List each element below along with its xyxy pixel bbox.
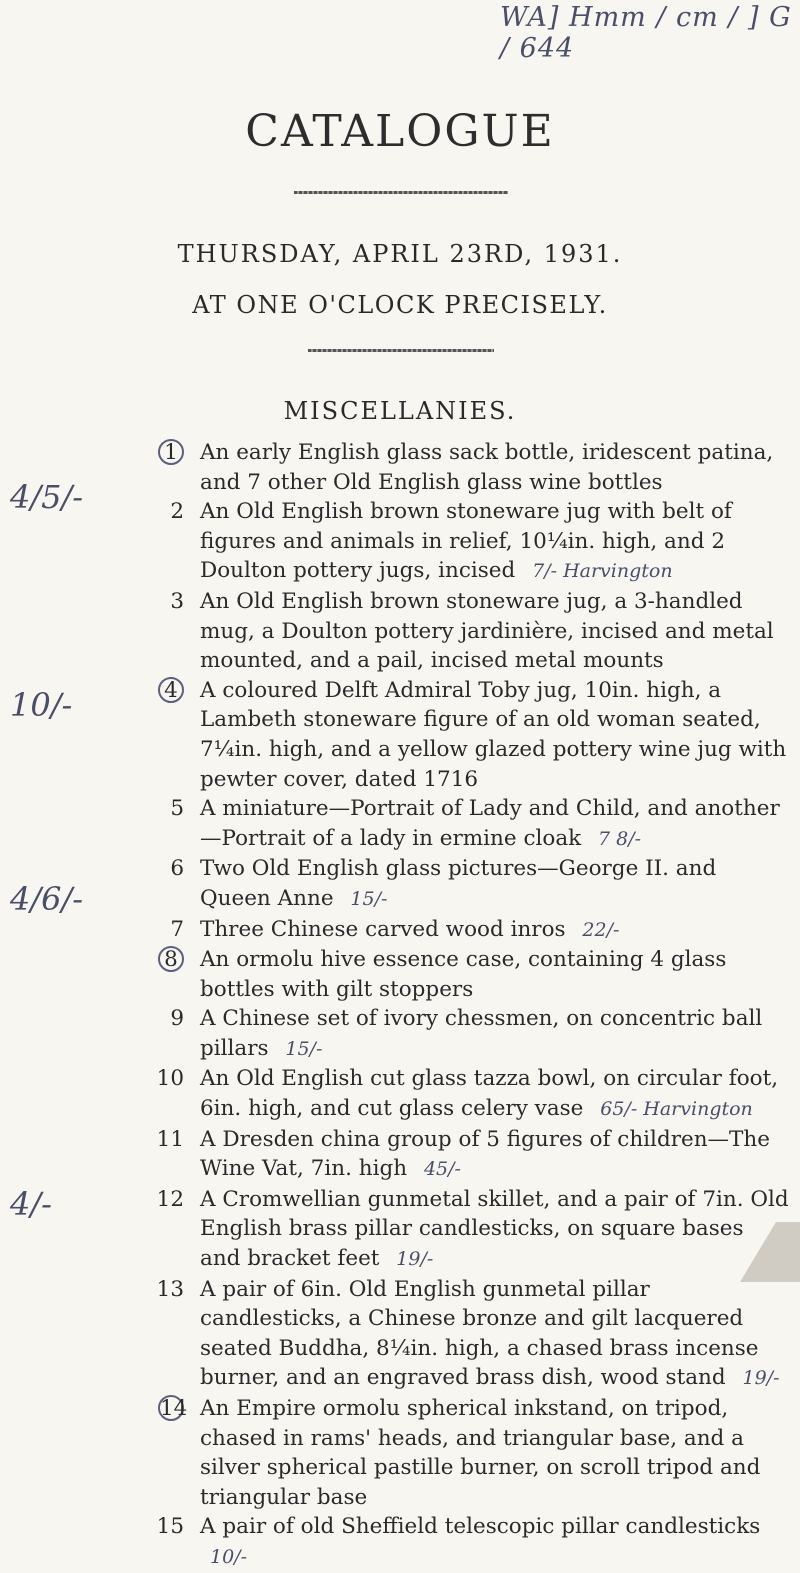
list-item (150, 1275, 790, 1394)
list-item (150, 1064, 790, 1124)
sale-date: THURSDAY, APRIL 23RD, 1931. (177, 240, 623, 268)
lot-description: A Chinese set of ivory chessmen, on concentric ball pillars (200, 1006, 763, 1061)
lot-description: An Old English cut glass tazza bowl, on circular foot, 6in. high, and cut glass celery vase (200, 1066, 779, 1122)
section-heading: MISCELLANIES. (283, 397, 517, 425)
lot-number: 2 (170, 499, 184, 525)
lot-number: 1 (158, 439, 184, 465)
lot-description: An early English glass sack bottle, iridescent patina, and 7 other Old English glass wine bottles (200, 440, 774, 495)
list-item (150, 587, 790, 676)
sale-time: AT ONE O'CLOCK PRECISELY. (192, 291, 608, 319)
list-item (150, 945, 790, 1004)
lot-number: 6 (170, 856, 184, 882)
lot-description: A pair of 6in. Old English gunmetal pillar candlesticks, a Chinese bronze and gilt lacquered seated Buddha, 8¼in. high, a chased brass incense burner, and an engraved brass dish, wood stand (200, 1276, 759, 1391)
lot-description: A Cromwellian gunmetal skillet, and a pair of 7in. Old English brass pillar candlesticks, on square bases and bracket feet (200, 1186, 789, 1272)
lot-description: An Old English brown stoneware jug, a 3-handled mug, a Doulton pottery jardinière, incised and metal mounted, and a pail, incised metal mounts (200, 588, 774, 674)
list-item (150, 676, 790, 794)
lot-number: 5 (170, 796, 184, 822)
lot-number: 8 (158, 946, 184, 972)
lot-number: 11 (156, 1126, 184, 1152)
margin-note-2: 10/- (10, 686, 73, 724)
lot-description: An Old English brown stoneware jug with belt of figures and animals in relief, 10¼in. high, and 2 Doulton pottery jugs, incised (200, 499, 732, 584)
lot-price-note: 45/- (423, 1158, 461, 1181)
list-item (150, 854, 790, 914)
handwritten-header-note: WA] Hmm / cm / ] G / 644 (500, 2, 792, 64)
margin-note-3: 4/6/- (10, 880, 84, 918)
list-item (150, 438, 790, 497)
lot-description: A coloured Delft Admiral Toby jug, 10in. high, a Lambeth stoneware figure of an old woman seated, 7¼in. high, and a yellow glazed pottery wine jug with pewter cover, dated 1716 (200, 677, 787, 792)
lot-price-note: 15/- (285, 1037, 323, 1060)
lot-price-note: 19/- (742, 1367, 780, 1390)
lot-price-note: 15/- (350, 887, 388, 910)
list-item (150, 1125, 790, 1185)
lot-description: Two Old English glass pictures—George II. and Queen Anne (200, 856, 717, 911)
list-item (150, 497, 790, 587)
lot-number: 15 (156, 1514, 184, 1540)
list-item (150, 1185, 790, 1275)
lot-price-note: 22/- (582, 918, 620, 941)
lot-description: Three Chinese carved wood inros (200, 916, 566, 942)
list-item (150, 1512, 790, 1572)
title-divider (294, 191, 508, 194)
lot-number: 10 (156, 1066, 184, 1092)
lot-description: An ormolu hive essence case, containing 4 glass bottles with gilt stoppers (200, 947, 727, 1002)
time-divider (308, 349, 494, 352)
lot-price-note: 7/- Harvington (532, 560, 673, 583)
lot-number: 4 (158, 677, 184, 703)
lot-number: 13 (156, 1276, 184, 1302)
lot-number: 9 (170, 1006, 184, 1032)
lot-number: 12 (156, 1186, 184, 1212)
lot-price-note: 19/- (396, 1248, 434, 1271)
lot-description: An Empire ormolu spherical inkstand, on tripod, chased in rams' heads, and triangular base, and a silver spherical pastille burner, on scroll tripod and triangular base (200, 1396, 761, 1510)
margin-note-1: 4/5/- (10, 478, 84, 516)
lot-number: 3 (170, 588, 184, 614)
list-item (150, 794, 790, 854)
lot-description: A Dresden china group of 5 figures of children—The Wine Vat, 7in. high (200, 1126, 770, 1182)
lot-price-note: 10/- (210, 1545, 247, 1568)
lot-description: A miniature—Portrait of Lady and Child, and another—Portrait of a lady in ermine cloak (200, 796, 780, 851)
lot-description: A pair of old Sheffield telescopic pillar candlesticks (200, 1514, 761, 1540)
lot-number: 14 (160, 1396, 188, 1421)
page-title: CATALOGUE (245, 106, 555, 157)
lot-number: 7 (170, 916, 184, 942)
lot-price-note: 7 8/- (598, 827, 642, 850)
margin-note-4: 4/- (10, 1185, 52, 1223)
lot-list (150, 438, 790, 1573)
list-item (150, 915, 790, 946)
list-item (150, 1004, 790, 1064)
lot-price-note: 65/- Harvington (600, 1098, 753, 1121)
list-item (150, 1394, 790, 1512)
